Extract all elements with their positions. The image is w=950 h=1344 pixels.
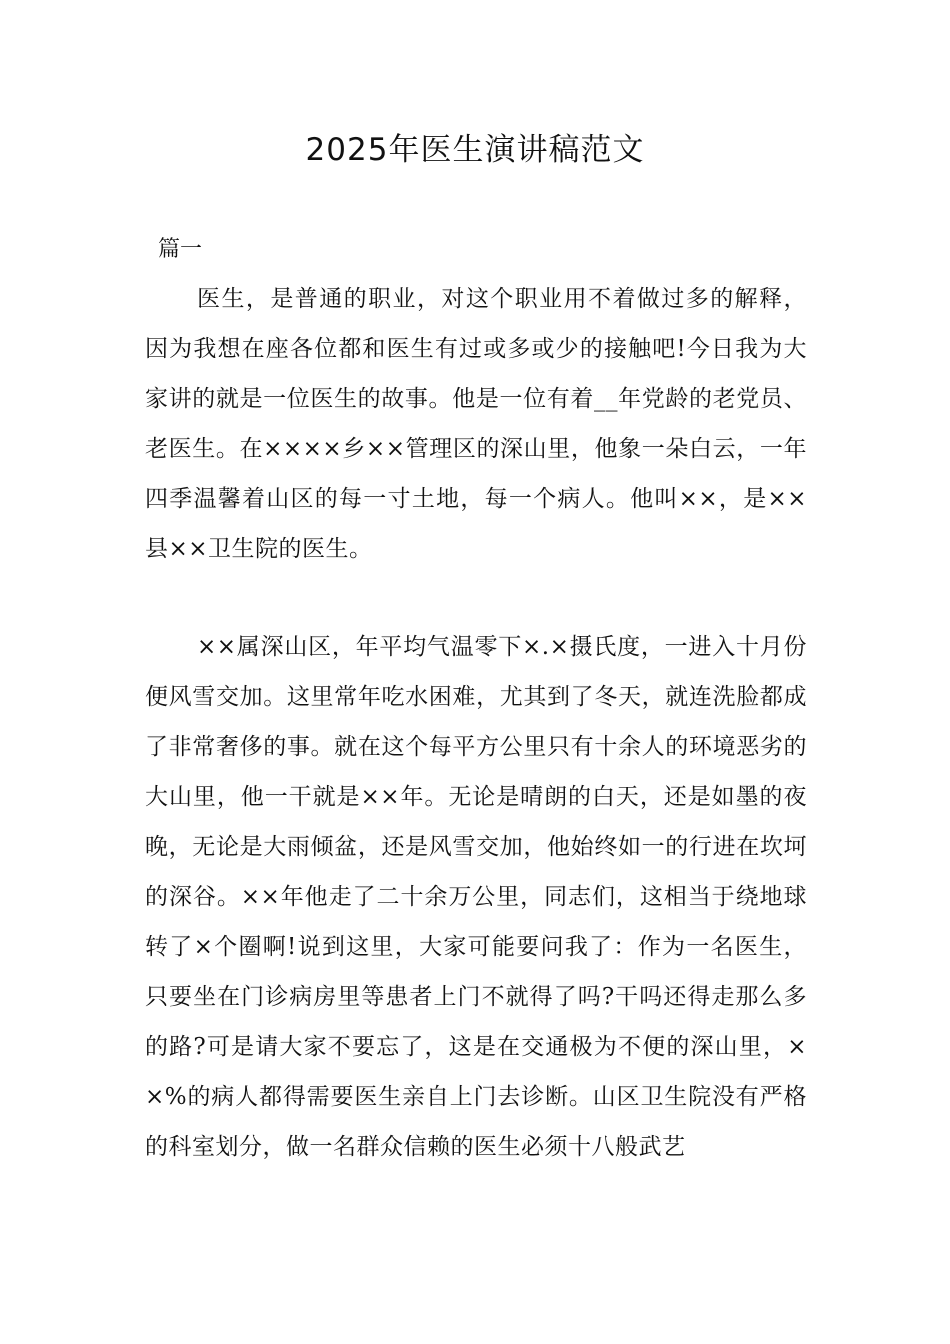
paragraph-2: ××属深山区，年平均气温零下×.×摄氏度，一进入十月份便风雪交加。这里常年吃水困难，尤其到了冬天，就连洗脸都成了非常奢侈的事。就在这个每平方公里只有十余人的环境恶劣的大山里，他一干就是××年。无论是晴朗的白天，还是如墨的夜晚，无论是大雨倾盆，还是风雪交加，他始终如一的行进在坎坷的深谷。××年他走了二十余万公里，同志们，这相当于绕地球转了×个圈啊!说到这里，大家可能要问我了：作为一名医生，只要坐在门诊病房里等患者上门不就得了吗?干吗还得走那么多的路?可是请大家不要忘了，这是在交通极为不便的深山里，××%的病人都得需要医生亲自上门去诊断。山区卫生院没有严格的科室划分，做一名群众信赖的医生必须十八般武艺 — [145, 634, 807, 1160]
paragraph-1: 医生，是普通的职业，对这个职业用不着做过多的解释，因为我想在座各位都和医生有过或多或少的接触吧!今日我为大家讲的就是一位医生的故事。他是一位有着__年党龄的老党员、老医生。在××××乡××管理区的深山里，他象一朵白云，一年四季温馨着山区的每一寸土地，每一个病人。他叫××，是××县××卫生院的医生。 — [145, 286, 807, 562]
section-label: 篇一 — [158, 237, 203, 262]
document-title: 2025年医生演讲稿范文 — [305, 132, 645, 168]
